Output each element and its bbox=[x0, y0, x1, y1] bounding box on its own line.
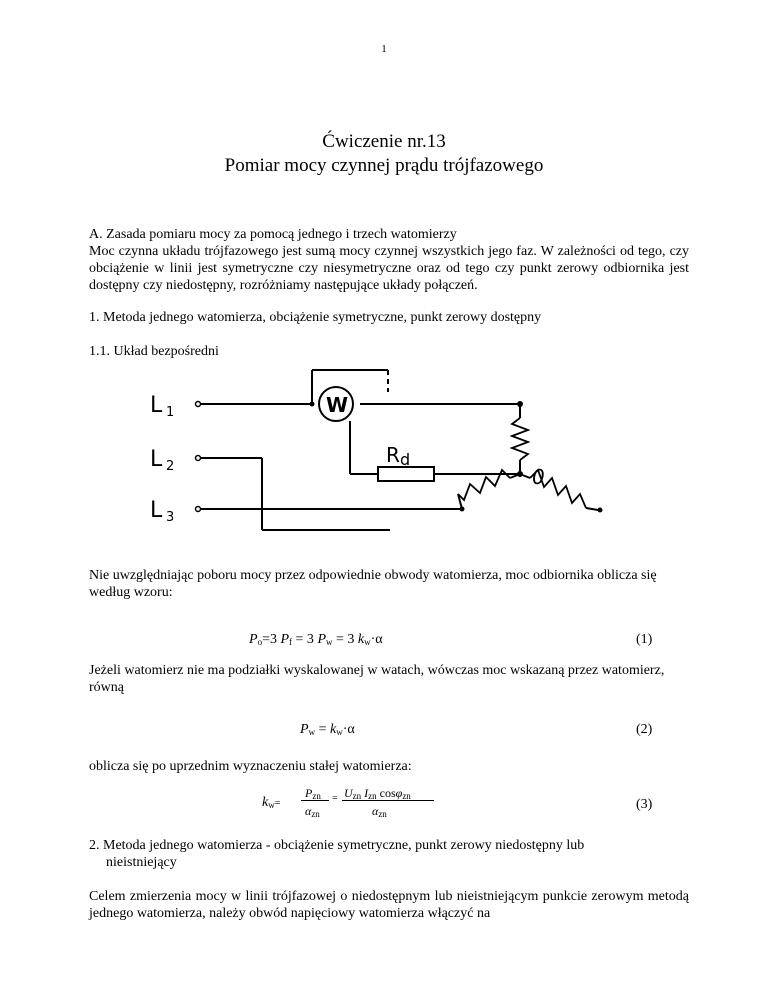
paragraph-2: Jeżeli watomierz nie ma podziałki wyskalowanej w watach, wówczas moc wskazaną przez watomierz, równą bbox=[89, 663, 665, 695]
item-2-heading-line-1: 2. Metoda jednego watomierza - obciążenie symetryczne, punkt zerowy niedostępny lub bbox=[89, 838, 585, 853]
paragraph-4: Celem zmierzenia mocy w linii trójfazowej o niedostępnym lub nieistniejącym punkcie zerowym metodą jednego watomierza, należy obwód napięciowy watomierza włączyć na bbox=[89, 889, 689, 921]
title-line-1: Ćwiczenie nr.13 bbox=[322, 131, 446, 152]
item-2-heading-line-2: nieistniejący bbox=[106, 855, 177, 870]
paragraph-3: oblicza się po uprzednim wyznaczeniu stałej watomierza: bbox=[89, 759, 412, 774]
section-a-heading: A. Zasada pomiaru mocy za pomocą jednego i trzech watomierzy bbox=[89, 227, 457, 242]
eq3-num2: $U_{zn}$ $I_{zn}$ cosφ$_{zn}$ bbox=[344, 786, 411, 801]
page-number: 1 bbox=[381, 43, 387, 55]
label-l1-sub: 1 bbox=[166, 405, 175, 420]
eq3-den1: $\alpha_{zn}$ bbox=[305, 804, 320, 819]
page-title bbox=[0, 130, 768, 178]
coil-upper bbox=[512, 418, 528, 460]
label-l2-sub: 2 bbox=[166, 459, 175, 474]
equation-3-number: (3) bbox=[636, 797, 653, 812]
equation-1-number: (1) bbox=[636, 632, 653, 647]
eq3-bar2 bbox=[342, 800, 434, 801]
title-line-2: Pomiar mocy czynnej prądu trójfazowego bbox=[224, 155, 544, 176]
label-resistor-sub: d bbox=[400, 450, 411, 469]
resistor-rd bbox=[378, 467, 434, 481]
label-resistor: R bbox=[386, 443, 400, 467]
eq3-num1: $P_{zn}$ bbox=[305, 786, 321, 801]
label-meter: W bbox=[326, 393, 349, 417]
equation-2: $P_w = k_w\cdot\alpha$ bbox=[300, 722, 355, 737]
equation-2-number: (2) bbox=[636, 722, 653, 737]
item-1-1-heading: 1.1. Układ bezpośredni bbox=[89, 344, 219, 359]
circuit-diagram bbox=[140, 366, 620, 536]
label-l3: L bbox=[150, 498, 163, 523]
eq3-bar1 bbox=[301, 800, 329, 801]
label-l3-sub: 3 bbox=[166, 510, 175, 525]
eq3-den2: $\alpha_{zn}$ bbox=[372, 804, 387, 819]
eq3-eq2: = bbox=[332, 793, 338, 804]
label-neutral: 0 bbox=[532, 465, 545, 489]
label-l2: L bbox=[150, 447, 163, 472]
section-a-body: Moc czynna układu trójfazowego jest sumą mocy czynnej wszystkich jego faz. W zależności od tego, czy obciążenie w linii jest symetryczne czy niesymetryczne oraz od tego czy punkt zerowy odbiornika jest dostępny czy niedostępny, rozróżniamy następujące układy połączeń. bbox=[89, 244, 689, 293]
label-l1: L bbox=[150, 393, 163, 418]
equation-1: $P_o=3$ $P_f = 3$ $P_w = 3$ $k_w\cdot\alpha$ bbox=[249, 632, 383, 647]
item-1-heading: 1. Metoda jednego watomierza, obciążenie symetryczne, punkt zerowy dostępny bbox=[89, 310, 542, 325]
eq3-lhs: $k_w=$ bbox=[262, 795, 281, 810]
paragraph-1: Nie uwzględniając poboru mocy przez odpowiednie obwody watomierza, moc odbiornika oblicza się według wzoru: bbox=[89, 568, 657, 600]
